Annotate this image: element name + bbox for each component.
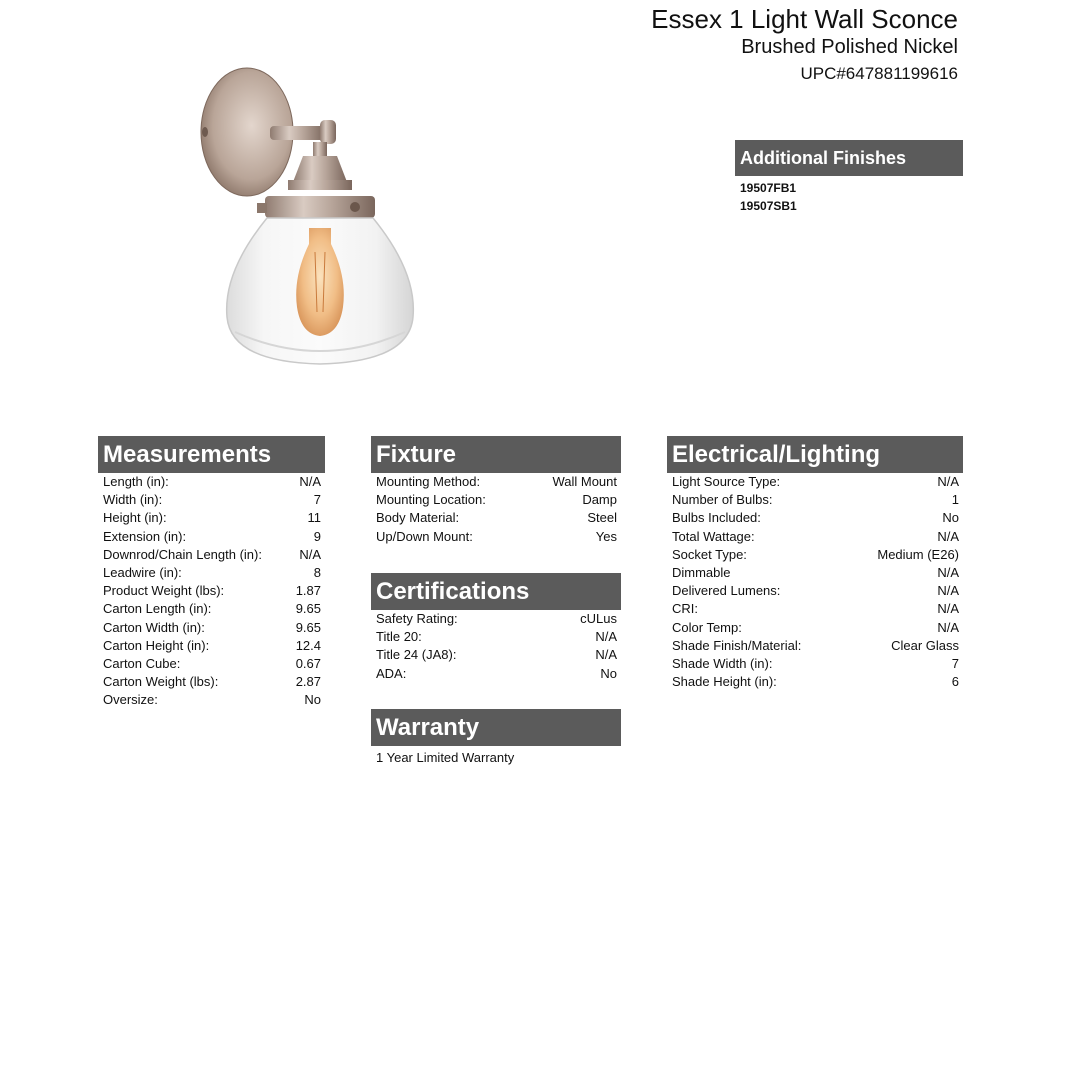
- spec-row: [98, 564, 325, 582]
- additional-finishes-panel: [735, 140, 963, 215]
- spec-label: Width (in):: [103, 492, 163, 508]
- spec-label: Shade Finish/Material:: [672, 637, 802, 653]
- spec-row: [371, 665, 621, 683]
- spec-value: N/A: [595, 629, 617, 645]
- spec-row: [98, 655, 325, 673]
- spec-label: CRI:: [672, 601, 698, 617]
- additional-finishes-header: Additional Finishes: [735, 140, 963, 176]
- spec-label: Length (in):: [103, 474, 169, 489]
- spec-value: Steel: [587, 510, 617, 526]
- spec-label: Delivered Lumens:: [672, 583, 781, 599]
- spec-value: Damp: [582, 492, 617, 508]
- spec-row: [667, 509, 963, 527]
- spec-row: [371, 628, 621, 646]
- spec-label: Mounting Location:: [376, 492, 486, 508]
- spec-label: Socket Type:: [672, 546, 747, 562]
- spec-label: Dimmable: [672, 565, 731, 581]
- spec-row: [371, 491, 621, 509]
- spec-label: Safety Rating:: [376, 611, 458, 626]
- spec-row: [667, 546, 963, 564]
- warranty-header: Warranty: [371, 709, 621, 746]
- spec-label: Mounting Method:: [376, 474, 481, 489]
- product-image: [195, 62, 425, 372]
- spec-row: [98, 582, 325, 600]
- spec-value: N/A: [937, 474, 959, 489]
- spec-label: Oversize:: [103, 692, 158, 708]
- spec-label: Downrod/Chain Length (in):: [103, 546, 262, 562]
- spec-row: [667, 619, 963, 637]
- spec-value: 9.65: [295, 619, 321, 635]
- product-upc: UPC#647881199616: [800, 64, 958, 83]
- spec-label: Carton Weight (lbs):: [103, 674, 219, 690]
- spec-row: [98, 673, 325, 691]
- finish-sku: 19507SB1: [740, 199, 797, 213]
- spec-value: N/A: [937, 601, 959, 617]
- spec-label: Title 20:: [376, 629, 422, 645]
- spec-row: [667, 491, 963, 509]
- product-title: Essex 1 Light Wall Sconce: [651, 4, 958, 34]
- measurements-header: Measurements: [98, 436, 325, 473]
- finish-sku: 19507FB1: [740, 181, 797, 195]
- spec-value: N/A: [299, 546, 321, 562]
- spec-row: [98, 691, 325, 709]
- spec-row: [98, 473, 325, 491]
- spec-value: Medium (E26): [877, 546, 959, 562]
- spec-label: Product Weight (lbs):: [103, 583, 225, 599]
- spec-value: 2.87: [295, 674, 321, 690]
- spec-row: [98, 491, 325, 509]
- spec-value: Clear Glass: [891, 637, 959, 653]
- measurements-panel: [98, 436, 325, 710]
- spec-value: Yes: [595, 528, 617, 544]
- spec-label: Color Temp:: [672, 619, 742, 635]
- spec-row: [98, 600, 325, 618]
- spec-label: Number of Bulbs:: [672, 492, 773, 508]
- spec-label: Bulbs Included:: [672, 510, 761, 526]
- spec-label: Total Wattage:: [672, 528, 755, 544]
- fixture-header: Fixture: [371, 436, 621, 473]
- spec-value: N/A: [937, 565, 959, 581]
- spec-row: [667, 655, 963, 673]
- spec-value: No: [942, 510, 959, 526]
- spec-value: No: [600, 665, 617, 681]
- spec-label: Shade Width (in):: [672, 656, 773, 672]
- spec-label: Body Material:: [376, 510, 460, 526]
- spec-row: [371, 509, 621, 527]
- spec-value: N/A: [595, 647, 617, 663]
- spec-label: Height (in):: [103, 510, 167, 526]
- spec-value: 12.4: [295, 637, 321, 653]
- spec-row: [98, 637, 325, 655]
- spec-row: [371, 528, 621, 546]
- spec-label: Carton Width (in):: [103, 619, 205, 635]
- spec-label: Extension (in):: [103, 528, 187, 544]
- spec-label: Carton Length (in):: [103, 601, 212, 617]
- spec-value: cULus: [580, 611, 617, 626]
- spec-row: [98, 528, 325, 546]
- product-finish: Brushed Polished Nickel: [741, 36, 958, 58]
- spec-row: [667, 600, 963, 618]
- spec-value: N/A: [937, 583, 959, 599]
- spec-value: 1.87: [295, 583, 321, 599]
- electrical-header: Electrical/Lighting: [667, 436, 963, 473]
- spec-row: [98, 619, 325, 637]
- certifications-panel: [371, 573, 621, 683]
- electrical-panel: [667, 436, 963, 691]
- spec-value: 6: [951, 674, 959, 690]
- certifications-header: Certifications: [371, 573, 621, 610]
- spec-value: 0.67: [295, 656, 321, 672]
- spec-label: ADA:: [376, 665, 407, 681]
- spec-label: Carton Height (in):: [103, 637, 210, 653]
- spec-label: Light Source Type:: [672, 474, 781, 489]
- spec-row: [667, 564, 963, 582]
- spec-value: 1: [951, 492, 959, 508]
- spec-row: [371, 646, 621, 664]
- spec-row: [667, 473, 963, 491]
- spec-row: [667, 673, 963, 691]
- warranty-panel: [371, 709, 621, 767]
- spec-label: Carton Cube:: [103, 656, 181, 672]
- spec-row: [371, 610, 621, 628]
- spec-value: N/A: [937, 619, 959, 635]
- spec-label: Up/Down Mount:: [376, 528, 473, 544]
- spec-value: N/A: [937, 528, 959, 544]
- product-title-block: [651, 4, 958, 88]
- spec-value: 8: [313, 565, 321, 581]
- spec-value: 9.65: [295, 601, 321, 617]
- spec-value: No: [304, 692, 321, 708]
- fixture-panel: [371, 436, 621, 546]
- spec-label: Shade Height (in):: [672, 674, 777, 690]
- spec-row: [667, 582, 963, 600]
- spec-label: Leadwire (in):: [103, 565, 182, 581]
- warranty-text: 1 Year Limited Warranty: [376, 750, 515, 765]
- spec-row: [667, 528, 963, 546]
- spec-row: [98, 509, 325, 527]
- spec-value: N/A: [299, 474, 321, 489]
- spec-value: Wall Mount: [552, 474, 617, 489]
- spec-value: 11: [307, 510, 321, 526]
- spec-row: [98, 546, 325, 564]
- spec-value: 7: [313, 492, 321, 508]
- spec-row: [371, 473, 621, 491]
- spec-value: 9: [313, 528, 321, 544]
- spec-row: [667, 637, 963, 655]
- spec-value: 7: [951, 656, 959, 672]
- spec-label: Title 24 (JA8):: [376, 647, 457, 663]
